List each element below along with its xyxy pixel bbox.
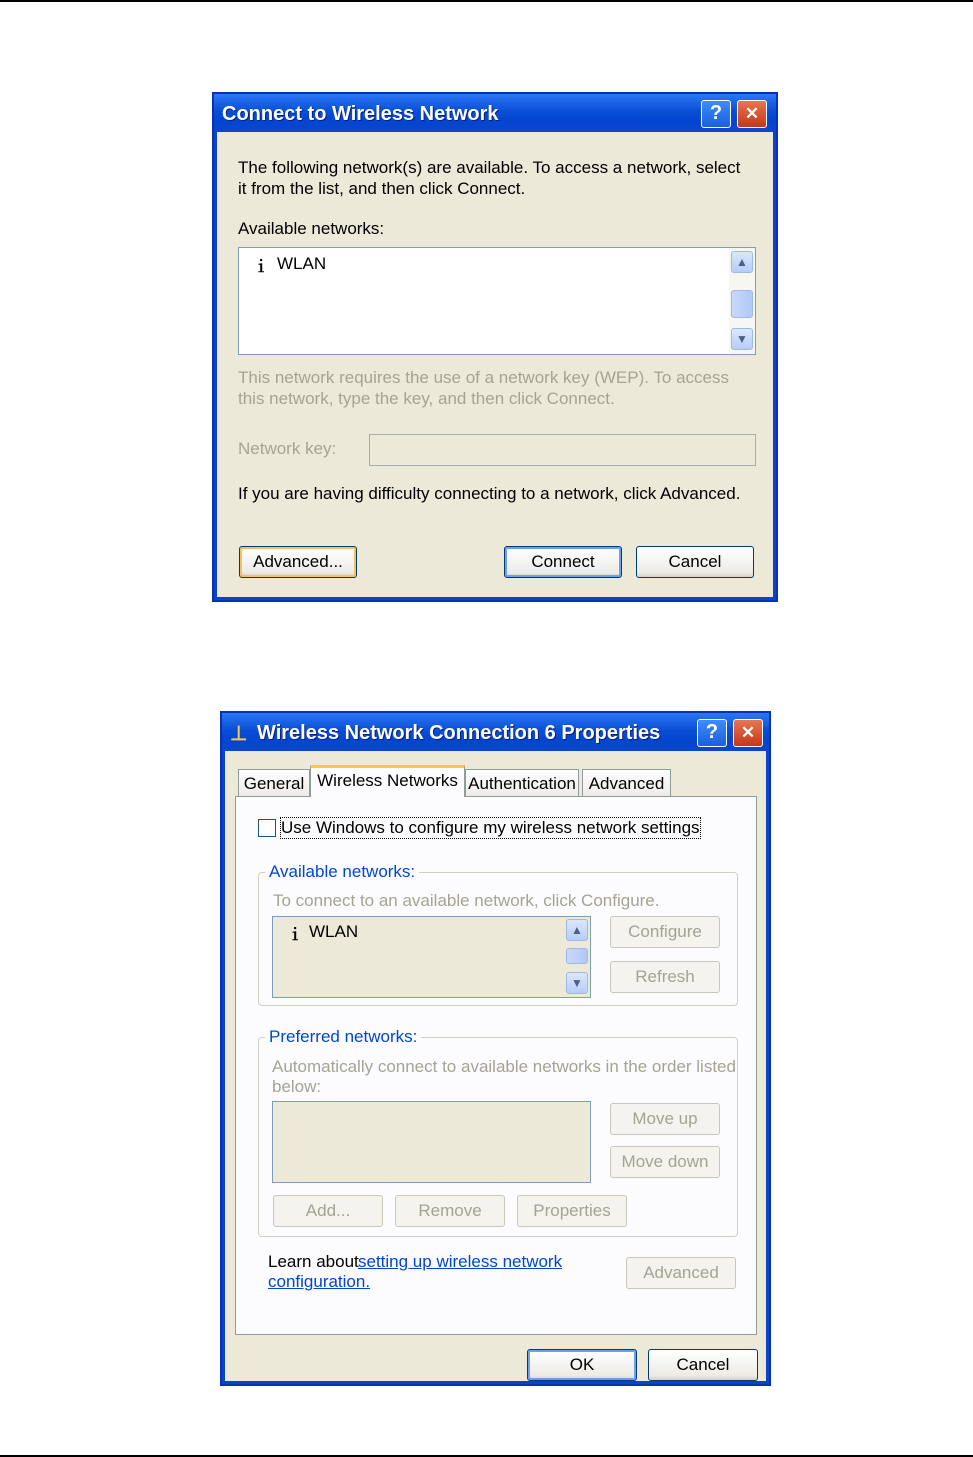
configure-button-label: Configure xyxy=(628,922,702,941)
close-icon: ✕ xyxy=(740,723,756,742)
tab-label: General xyxy=(243,774,305,793)
tab-general[interactable] xyxy=(238,769,310,797)
scroll-thumb[interactable] xyxy=(566,948,588,964)
network-key-field[interactable] xyxy=(369,434,756,466)
help-icon: ? xyxy=(705,721,719,743)
intro-text-line1: The following network(s) are available. To access a network, select xyxy=(238,158,741,177)
scroll-up-icon[interactable]: ▲ xyxy=(731,251,753,273)
advanced-button[interactable] xyxy=(239,546,357,578)
preferred-networks-legend: Preferred networks: xyxy=(265,1027,421,1047)
available-hint: To connect to an available network, click Configure. xyxy=(273,891,660,910)
use-windows-label[interactable]: Use Windows to configure my wireless network settings xyxy=(281,818,700,837)
refresh-button[interactable] xyxy=(610,961,720,993)
use-windows-checkbox[interactable] xyxy=(258,819,276,837)
vertical-scrollbar[interactable] xyxy=(564,917,590,997)
tab-label: Advanced xyxy=(588,774,665,793)
close-button[interactable] xyxy=(737,100,767,128)
cancel-button-label: Cancel xyxy=(676,1355,730,1374)
connect-wireless-dialog xyxy=(212,92,778,602)
preferred-networks-list[interactable] xyxy=(272,1101,591,1183)
help-icon: ? xyxy=(709,102,723,124)
advanced-button[interactable] xyxy=(626,1257,736,1289)
tab-panel xyxy=(235,796,757,1335)
help-button[interactable] xyxy=(697,719,727,747)
ok-button-label: OK xyxy=(569,1355,595,1374)
connect-button[interactable] xyxy=(504,546,622,578)
scroll-down-icon[interactable]: ▼ xyxy=(731,328,753,350)
available-networks-group xyxy=(258,862,738,1006)
move-down-button[interactable] xyxy=(610,1146,720,1178)
preferred-hint-line2: below: xyxy=(272,1077,322,1096)
dialog-title: Wireless Network Connection 6 Properties xyxy=(257,722,661,744)
add-button[interactable] xyxy=(273,1195,383,1227)
dialog-client-area xyxy=(225,751,766,1381)
add-button-label: Add... xyxy=(305,1201,351,1220)
network-key-label: Network key: xyxy=(238,439,337,458)
refresh-button-label: Refresh xyxy=(635,967,695,986)
properties-button[interactable] xyxy=(517,1195,627,1227)
tab-wireless-networks[interactable] xyxy=(310,765,465,797)
move-down-button-label: Move down xyxy=(621,1152,709,1171)
remove-button[interactable] xyxy=(395,1195,505,1227)
learn-link-line2[interactable]: configuration. xyxy=(268,1272,371,1291)
wep-notice-line1: This network requires the use of a network key (WEP). To access xyxy=(238,368,729,387)
tab-label: Authentication xyxy=(468,774,576,793)
learn-about-text: Learn about xyxy=(268,1252,359,1271)
move-up-button[interactable] xyxy=(610,1103,720,1135)
advanced-button-label: Advanced... xyxy=(253,552,343,571)
network-name: WLAN xyxy=(277,254,327,273)
wep-notice-line2: this network, type the key, and then click Connect. xyxy=(238,389,615,408)
close-icon: ✕ xyxy=(744,104,760,123)
title-bar[interactable] xyxy=(222,713,769,751)
move-up-button-label: Move up xyxy=(632,1109,698,1128)
advanced-button-label: Advanced xyxy=(643,1263,719,1282)
tab-label: Wireless Networks xyxy=(317,771,458,790)
properties-button-label: Properties xyxy=(533,1201,611,1220)
connect-button-label: Connect xyxy=(531,552,595,571)
preferred-networks-group xyxy=(258,1027,738,1237)
cancel-button[interactable] xyxy=(636,546,754,578)
scroll-down-icon[interactable]: ▼ xyxy=(566,972,588,994)
vertical-scrollbar[interactable] xyxy=(729,248,755,354)
remove-button-label: Remove xyxy=(418,1201,482,1220)
dialog-title: Connect to Wireless Network xyxy=(222,103,499,125)
configure-button[interactable] xyxy=(610,916,720,948)
cancel-button[interactable] xyxy=(648,1349,758,1381)
title-bar[interactable] xyxy=(214,94,776,132)
help-button[interactable] xyxy=(701,100,731,128)
ok-button[interactable] xyxy=(527,1349,637,1381)
available-networks-list[interactable] xyxy=(272,916,591,998)
cancel-button-label: Cancel xyxy=(668,552,722,571)
tab-authentication[interactable] xyxy=(465,769,579,797)
available-networks-label: Available networks: xyxy=(238,219,385,238)
learn-link-line1[interactable]: setting up wireless network xyxy=(358,1252,563,1271)
scroll-up-icon[interactable]: ▲ xyxy=(566,919,588,941)
tab-advanced[interactable] xyxy=(582,769,671,797)
intro-text-line2: it from the list, and then click Connect. xyxy=(238,179,526,198)
dialog-client-area xyxy=(217,132,773,597)
available-networks-legend: Available networks: xyxy=(265,862,419,882)
scroll-thumb[interactable] xyxy=(731,290,753,318)
close-button[interactable] xyxy=(733,719,763,747)
antenna-icon: ｉ xyxy=(287,927,304,944)
antenna-icon: ｉ xyxy=(253,259,270,276)
available-networks-list[interactable] xyxy=(238,247,756,355)
difficulty-text: If you are having difficulty connecting to a network, click Advanced. xyxy=(238,484,741,503)
preferred-hint-line1: Automatically connect to available networks in the order listed xyxy=(272,1057,736,1076)
network-connection-icon: ⊥ xyxy=(230,723,248,745)
page-top-rule xyxy=(0,0,973,2)
network-name: WLAN xyxy=(309,922,359,941)
wireless-properties-dialog xyxy=(220,711,771,1386)
